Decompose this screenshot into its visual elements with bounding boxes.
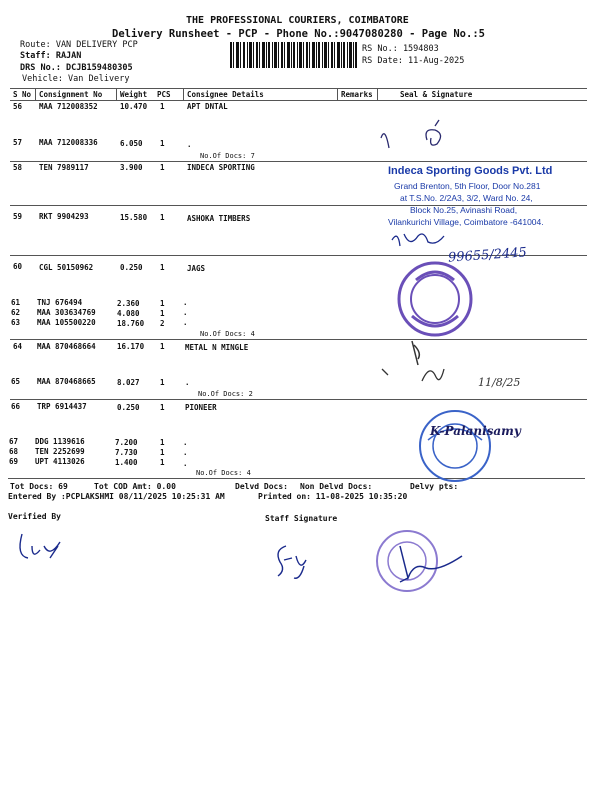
row-62-pcs: 1 [160, 309, 165, 318]
row-63-consignee: . [183, 318, 188, 327]
col-header-pcs: PCS [157, 90, 171, 99]
company-stamp-line4: Vilankurichi Village, Coimbatore -641004. [388, 217, 544, 227]
col-header-consignee: Consignee Details [187, 90, 264, 99]
col-header-seal: Seal & Signature [400, 90, 473, 99]
col-divider-b [116, 88, 117, 100]
col-header-consignment: Consignment No [39, 90, 103, 99]
row-66-consignee: PIONEER [185, 403, 217, 412]
verified-by-label: Verified By [8, 512, 61, 521]
row-61-consignment: TNJ 676494 [37, 298, 83, 307]
row-63-pcs: 2 [160, 319, 165, 328]
row-60-consignment: CGL 50150962 [39, 263, 94, 272]
row-69-consignee: . [183, 459, 188, 468]
row-60-pcs: 1 [160, 263, 165, 272]
row-56-consignment: MAA 712008352 [39, 102, 98, 111]
col-divider-c [183, 88, 184, 100]
row-57-sno: 57 [13, 138, 23, 147]
company-stamp-line1: Grand Brenton, 5th Floor, Door No.281 [394, 181, 541, 191]
company-stamp-line3: Block No.25, Avinashi Road, [410, 205, 518, 215]
docs-count-1: No.Of Docs: 7 [200, 152, 255, 160]
route-label: Route: VAN DELIVERY PCP [20, 40, 138, 50]
group-rule-3 [10, 399, 587, 400]
row-57-weight: 6.050 [120, 139, 143, 148]
signature-row-64 [378, 335, 558, 395]
row-61-consignee: . [183, 298, 188, 307]
round-stamp-blue [416, 408, 494, 484]
col-header-remarks: Remarks [341, 90, 373, 99]
row-67-pcs: 1 [160, 438, 165, 447]
row-59-pcs: 1 [160, 213, 165, 222]
row-66-sno: 66 [11, 402, 21, 411]
row-64-pcs: 1 [160, 342, 165, 351]
row-57-consignee: . [187, 140, 192, 149]
row-58-consignee: INDECA SPORTING [187, 163, 255, 172]
row-67-sno: 67 [9, 437, 19, 446]
row-68-consignment: TEN 2252699 [35, 447, 85, 456]
vehicle-label: Vehicle: Van Delivery [22, 74, 130, 84]
total-docs: Tot Docs: 69 [10, 482, 68, 491]
row-65-weight: 8.027 [117, 378, 140, 387]
handwritten-name: K-Palanisamy [430, 424, 521, 438]
table-header-rule [10, 100, 587, 101]
row-67-consignee: . [183, 438, 188, 447]
docs-count-4: No.Of Docs: 4 [196, 469, 251, 477]
docs-count-2: No.Of Docs: 4 [200, 330, 255, 338]
row-58-consignment: TEN 7989117 [39, 163, 89, 172]
drs-number: DRS No.: DCJB159480305 [20, 63, 133, 73]
row-63-consignment: MAA 105500220 [37, 318, 96, 327]
row-69-consignment: UPT 4113026 [35, 457, 85, 466]
table-bottom-rule [8, 478, 585, 479]
row-61-pcs: 1 [160, 299, 165, 308]
col-divider-e [377, 88, 378, 100]
row-62-consignee: . [183, 308, 188, 317]
row-69-sno: 69 [9, 457, 19, 466]
row-69-pcs: 1 [160, 458, 165, 467]
row-62-consignment: MAA 303634769 [37, 308, 96, 317]
col-header-weight: Weight [120, 90, 148, 99]
row-59-sno: 59 [13, 212, 23, 221]
rs-date: RS Date: 11-Aug-2025 [362, 56, 465, 66]
company-stamp-line2: at T.S.No. 2/2A3, 3/2, Ward No. 24, [400, 193, 533, 203]
entered-by: Entered By :PCPLAKSHMI 08/11/2025 10:25:31 AM [8, 492, 225, 501]
delivery-points: Delvy pts: [410, 482, 459, 491]
row-56-weight: 10.470 [120, 102, 148, 111]
total-cod-amount: Tot COD Amt: 0.00 [94, 482, 176, 491]
col-divider-d [337, 88, 338, 100]
row-58-pcs: 1 [160, 163, 165, 172]
row-56-sno: 56 [13, 102, 23, 111]
row-60-consignee: JAGS [187, 264, 206, 273]
row-64-consignee: METAL N MINGLE [185, 343, 249, 352]
row-64-weight: 16.170 [117, 342, 145, 351]
row-62-sno: 62 [11, 308, 21, 317]
non-delivered-docs: Non Delvd Docs: [300, 482, 373, 491]
row-58-sno: 58 [13, 163, 23, 172]
staff-signature [270, 540, 330, 582]
row-67-consignment: DDG 1139616 [35, 437, 85, 446]
col-header-sno: S No [13, 90, 32, 99]
row-69-weight: 1.400 [115, 458, 138, 467]
row-68-weight: 7.730 [115, 448, 138, 457]
rs-number: RS No.: 1594803 [362, 44, 439, 54]
row-66-weight: 0.250 [117, 403, 140, 412]
verified-signature [14, 528, 74, 568]
printed-on: Printed on: 11-08-2025 10:35:20 [258, 492, 408, 501]
row-62-weight: 4.080 [117, 309, 140, 318]
barcode [230, 42, 358, 68]
row-65-sno: 65 [11, 377, 21, 386]
row-67-weight: 7.200 [115, 438, 138, 447]
row-59-consignment: RKT 9904293 [39, 212, 89, 221]
row-66-consignment: TRP 6914437 [37, 402, 87, 411]
docs-count-3: No.Of Docs: 2 [198, 390, 253, 398]
row-58-weight: 3.900 [120, 163, 143, 172]
row-64-sno: 64 [13, 342, 23, 351]
group-rule-1 [10, 161, 587, 162]
row-60-sno: 60 [13, 262, 23, 271]
row-68-consignee: . [183, 448, 188, 457]
row-68-pcs: 1 [160, 448, 165, 457]
row-63-sno: 63 [11, 318, 21, 327]
row-60-weight: 0.250 [120, 263, 143, 272]
row-57-consignment: MAA 712008336 [39, 138, 98, 147]
row-61-sno: 61 [11, 298, 21, 307]
round-stamp-violet [396, 258, 474, 340]
delivered-docs: Delvd Docs: [235, 482, 288, 491]
signature-row-56 [375, 118, 465, 158]
row-65-consignee: . [185, 378, 190, 387]
company-stamp-name: Indeca Sporting Goods Pvt. Ltd [388, 165, 553, 177]
row-61-weight: 2.360 [117, 299, 140, 308]
row-66-pcs: 1 [160, 403, 165, 412]
handwritten-time: 11/8/25 [478, 376, 521, 389]
staff-signature-label: Staff Signature [265, 514, 338, 523]
row-59-weight: 15.580 [120, 213, 148, 222]
row-64-consignment: MAA 870468664 [37, 342, 96, 351]
row-63-weight: 18.760 [117, 319, 145, 328]
table-top-rule [10, 88, 587, 89]
company-name: THE PROFESSIONAL COURIERS, COIMBATORE [186, 15, 409, 26]
footer-signature [386, 542, 486, 586]
row-65-consignment: MAA 870468665 [37, 377, 96, 386]
runsheet-title: Delivery Runsheet - PCP - Phone No.:9047080280 - Page No.:5 [112, 28, 485, 40]
row-68-sno: 68 [9, 447, 19, 456]
row-57-pcs: 1 [160, 139, 165, 148]
row-56-pcs: 1 [160, 102, 165, 111]
row-56-consignee: APT DNTAL [187, 102, 228, 111]
staff-label: Staff: RAJAN [20, 51, 82, 61]
row-65-pcs: 1 [160, 378, 165, 387]
row-59-consignee: ASHOKA TIMBERS [187, 214, 251, 223]
col-divider-a [35, 88, 36, 100]
handwritten-number: 99655/2445 [447, 245, 528, 266]
